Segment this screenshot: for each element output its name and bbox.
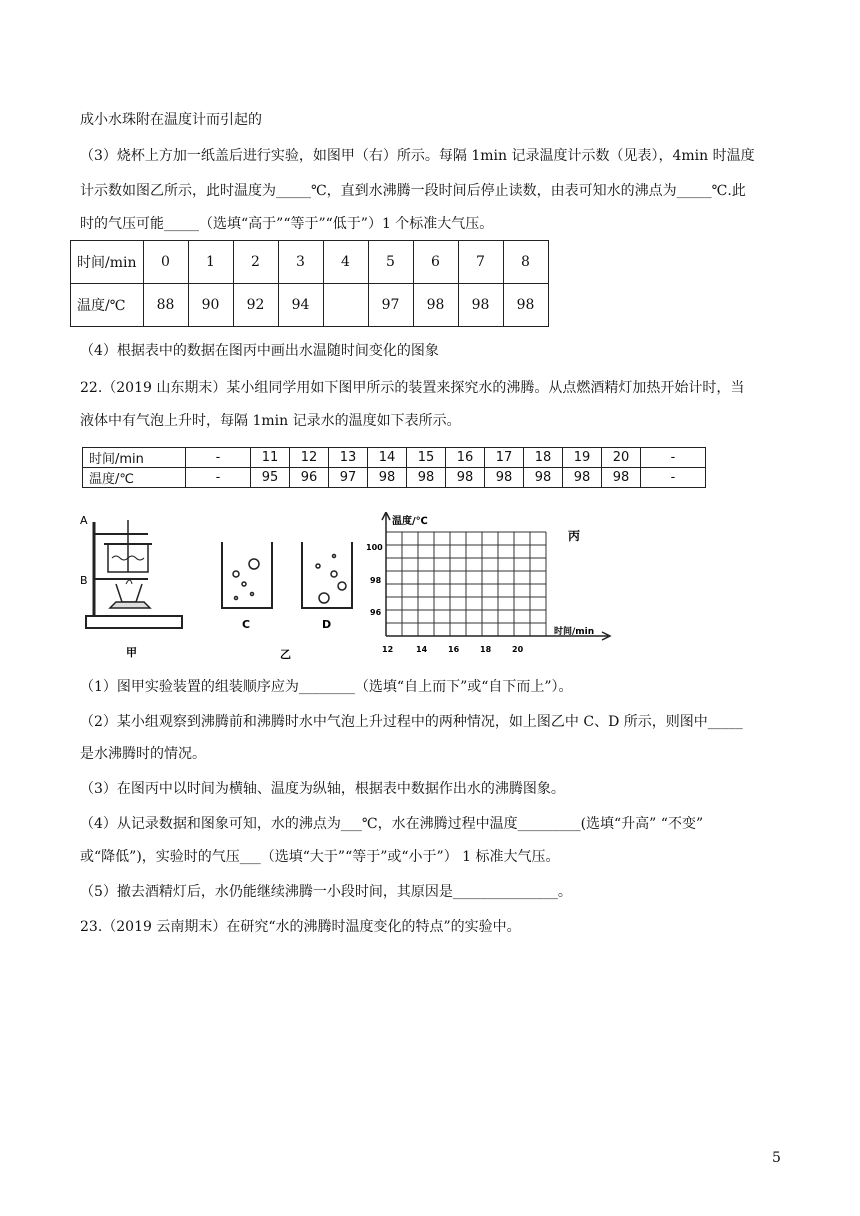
table-header-cell: 时间/min xyxy=(83,448,186,468)
table-header-cell: 温度/℃ xyxy=(83,468,186,488)
x-tick-label: 16 xyxy=(448,645,460,654)
y-tick-label: 100 xyxy=(366,543,383,552)
caption-yi: 乙 xyxy=(280,648,291,661)
table-cell: 97 xyxy=(368,284,413,327)
table-cell: 98 xyxy=(413,284,458,327)
table-cell: 88 xyxy=(143,284,188,327)
text-line: （2）某小组观察到沸腾前和沸腾时水中气泡上升过程中的两种情况，如上图乙中 C、D 所示，则图中_____ xyxy=(80,714,743,730)
table-cell: 3 xyxy=(278,241,323,284)
table-cell: 5 xyxy=(368,241,413,284)
caption-bing: 丙 xyxy=(568,529,581,543)
y-tick-label: 98 xyxy=(370,576,382,585)
table-cell: 16 xyxy=(446,448,485,468)
x-axis-label: 时间/min xyxy=(554,627,595,637)
table-cell: 98 xyxy=(458,284,503,327)
table-header-cell: 温度/℃ xyxy=(71,284,144,327)
x-tick-label: 12 xyxy=(382,645,394,654)
text-line: （3）在图丙中以时间为横轴、温度为纵轴，根据表中数据作出水的沸腾图象。 xyxy=(80,781,565,797)
table-cell: 14 xyxy=(368,448,407,468)
table-cell: 98 xyxy=(524,468,563,488)
caption-jia: 甲 xyxy=(126,646,137,659)
table-cell: 4 xyxy=(323,241,368,284)
text-line: 成小水珠附在温度计而引起的 xyxy=(80,112,262,128)
x-tick-label: 18 xyxy=(480,645,492,654)
y-tick-label: 96 xyxy=(370,608,382,617)
table-row xyxy=(83,468,706,488)
beaker-d-bubbles xyxy=(316,555,346,604)
label-c: C xyxy=(242,618,251,631)
text-line: 22.（2019 山东期末）某小组同学用如下图甲所示的装置来探究水的沸腾。从点燃酒精灯加热开始计时，当 xyxy=(80,380,745,396)
x-tick-label: 20 xyxy=(512,645,524,654)
table-cell: 11 xyxy=(251,448,290,468)
text-line: 计示数如图乙所示，此时温度为_____℃，直到水沸腾一段时间后停止读数，由表可知水的沸点为_____℃.此 xyxy=(80,183,746,199)
table-cell: 90 xyxy=(188,284,233,327)
text-line: （1）图甲实验装置的组装顺序应为________（选填“自上而下”或“自下而上”）。 xyxy=(80,679,573,695)
text-line: （3）烧杯上方加一纸盖后进行实验，如图甲（右）所示。每隔 1min 记录温度计示数（见表），4min 时温度 xyxy=(80,148,755,164)
table-cell: 13 xyxy=(329,448,368,468)
data-table-1 xyxy=(70,240,549,327)
text-line: （5）撤去酒精灯后，水仍能继续沸腾一小段时间，其原因是_______________。 xyxy=(80,884,572,900)
text-line: （4）根据表中的数据在图丙中画出水温随时间变化的图象 xyxy=(80,343,439,359)
table-cell: 98 xyxy=(446,468,485,488)
table-cell: 98 xyxy=(503,284,548,327)
text-line: （4）从记录数据和图象可知，水的沸点为___℃，水在沸腾过程中温度_________(选填“升高” “不变” xyxy=(80,816,704,832)
data-table-2 xyxy=(82,447,706,488)
table-cell: - xyxy=(641,468,706,488)
table-cell: 97 xyxy=(329,468,368,488)
beaker-c-bubbles xyxy=(233,559,259,600)
table-cell: 12 xyxy=(290,448,329,468)
text-line: 时的气压可能_____（选填“高于”“等于”“低于”）1 个标准大气压。 xyxy=(80,216,494,232)
page-number: 5 xyxy=(772,1150,781,1166)
text-line: 23.（2019 云南期末）在研究“水的沸腾时温度变化的特点”的实验中。 xyxy=(80,919,521,935)
text-line: 是水沸腾时的情况。 xyxy=(80,746,206,762)
table-cell xyxy=(323,284,368,327)
label-a: A xyxy=(80,514,88,527)
figure-yi-beakers xyxy=(214,512,364,662)
table-row xyxy=(71,241,549,284)
x-tick-label: 14 xyxy=(416,645,428,654)
table-row xyxy=(83,448,706,468)
table-cell: 98 xyxy=(563,468,602,488)
table-cell: 6 xyxy=(413,241,458,284)
table-cell: 18 xyxy=(524,448,563,468)
table-cell: 94 xyxy=(278,284,323,327)
label-d: D xyxy=(322,618,332,631)
table-cell: 8 xyxy=(503,241,548,284)
table-cell: 92 xyxy=(233,284,278,327)
table-cell: 98 xyxy=(602,468,641,488)
text-line: 液体中有气泡上升时，每隔 1min 记录水的温度如下表所示。 xyxy=(80,413,461,429)
table-cell: - xyxy=(186,468,251,488)
table-row xyxy=(71,284,549,327)
table-cell: 19 xyxy=(563,448,602,468)
table-cell: 98 xyxy=(485,468,524,488)
y-axis-label: 温度/℃ xyxy=(392,516,428,527)
table-cell: 17 xyxy=(485,448,524,468)
table-cell: 98 xyxy=(407,468,446,488)
table-cell: 98 xyxy=(368,468,407,488)
table-cell: - xyxy=(186,448,251,468)
label-b: B xyxy=(80,574,88,587)
table-header-cell: 时间/min xyxy=(71,241,144,284)
table-cell: 20 xyxy=(602,448,641,468)
figure-jia-apparatus xyxy=(78,512,190,662)
table-cell: 2 xyxy=(233,241,278,284)
table-cell: 7 xyxy=(458,241,503,284)
text-line: 或“降低”)，实验时的气压___（选填“大于”“等于”或“小于”） 1 标准大气压。 xyxy=(80,849,560,865)
table-cell: 95 xyxy=(251,468,290,488)
figure-bing-grid xyxy=(358,512,618,662)
table-cell: 1 xyxy=(188,241,233,284)
table-cell: 96 xyxy=(290,468,329,488)
table-cell: 0 xyxy=(143,241,188,284)
table-cell: 15 xyxy=(407,448,446,468)
table-cell: - xyxy=(641,448,706,468)
